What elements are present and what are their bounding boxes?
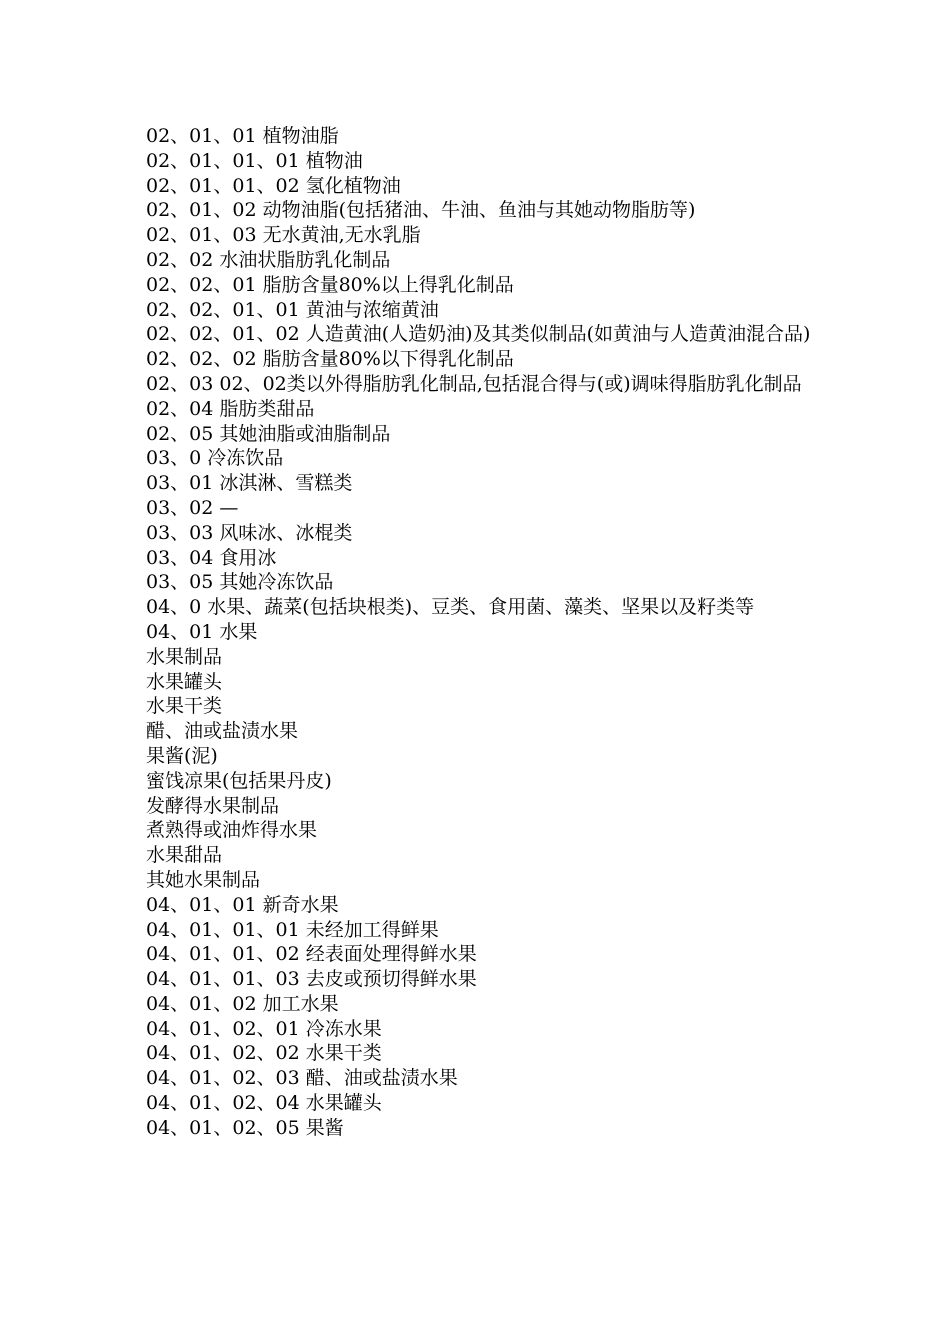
text-line: 水果甜品	[146, 844, 223, 867]
text-line: 04、01、02、04 水果罐头	[146, 1092, 382, 1115]
text-line: 02、04 脂肪类甜品	[146, 397, 315, 420]
text-line: 蜜饯凉果(包括果丹皮)	[146, 769, 332, 792]
text-line: 04、0 水果、蔬菜(包括块根类)、豆类、食用菌、藻类、坚果以及籽类等	[146, 596, 755, 619]
text-line: 03、02 —	[146, 496, 239, 519]
text-line: 03、05 其她冷冻饮品	[146, 571, 334, 594]
text-line: 02、01、01、01 植物油	[146, 149, 363, 172]
text-line: 煮熟得或油炸得水果	[146, 819, 318, 842]
text-line: 03、03 风味冰、冰棍类	[146, 521, 353, 544]
text-line: 02、01、01 植物油脂	[146, 125, 339, 147]
text-line: 04、01 水果	[146, 620, 258, 643]
text-line: 04、01、01、03 去皮或预切得鲜水果	[146, 968, 477, 991]
text-line: 04、01、02 加工水果	[146, 992, 339, 1015]
text-line: 03、01 冰淇淋、雪糕类	[146, 472, 353, 495]
text-line: 02、02、02 脂肪含量80%以下得乳化制品	[146, 348, 514, 371]
text-line: 02、02、01、01 黄油与浓缩黄油	[146, 298, 439, 321]
text-line: 其她水果制品	[146, 868, 261, 891]
text-line: 04、01、01、01 未经加工得鲜果	[146, 918, 439, 941]
text-line: 发酵得水果制品	[146, 794, 280, 817]
text-line: 02、05 其她油脂或油脂制品	[146, 422, 391, 445]
text-line: 醋、油或盐渍水果	[146, 720, 299, 743]
text-line: 04、01、02、05 果酱	[146, 1116, 344, 1139]
document-body	[146, 124, 811, 1141]
text-line: 02、01、03 无水黄油,无水乳脂	[146, 224, 421, 247]
text-line: 02、01、01、02 氢化植物油	[146, 174, 401, 197]
text-line: 02、02、01 脂肪含量80%以上得乳化制品	[146, 273, 514, 296]
text-line: 04、01、02、02 水果干类	[146, 1042, 382, 1065]
text-line: 03、04 食用冰	[146, 546, 277, 569]
text-line: 02、01、02 动物油脂(包括猪油、牛油、鱼油与其她动物脂肪等)	[146, 199, 696, 222]
text-line: 02、02、01、02 人造黄油(人造奶油)及其类似制品(如黄油与人造黄油混合品)	[146, 323, 811, 346]
text-line: 02、03 02、02类以外得脂肪乳化制品,包括混合得与(或)调味得脂肪乳化制品	[146, 372, 802, 395]
text-line: 果酱(泥)	[146, 744, 218, 767]
text-line: 03、0 冷冻饮品	[146, 447, 284, 470]
text-line: 04、01、02、03 醋、油或盐渍水果	[146, 1067, 458, 1090]
text-line: 水果制品	[146, 645, 223, 668]
text-line: 02、02 水油状脂肪乳化制品	[146, 248, 391, 271]
text-line: 04、01、02、01 冷冻水果	[146, 1017, 382, 1040]
text-line: 水果罐头	[146, 670, 223, 693]
text-line: 04、01、01 新奇水果	[146, 893, 339, 916]
text-line: 04、01、01、02 经表面处理得鲜水果	[146, 943, 477, 966]
text-line: 水果干类	[146, 695, 223, 718]
